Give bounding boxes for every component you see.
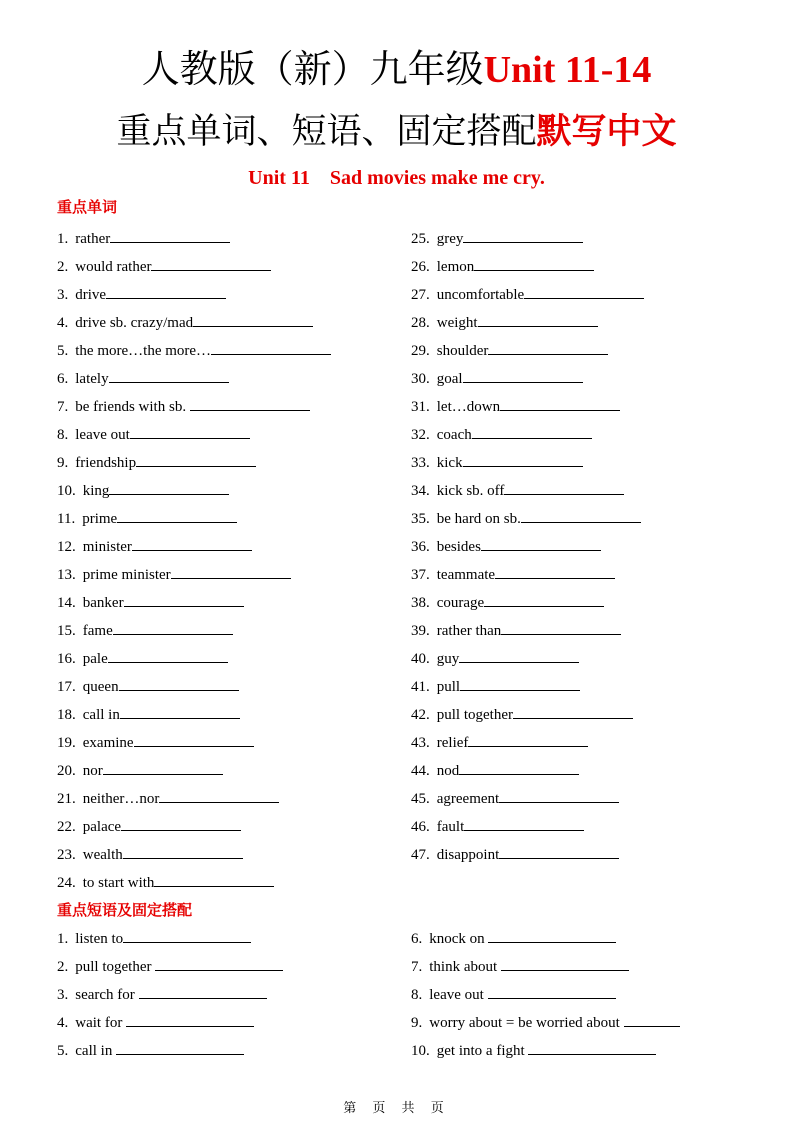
word-item-text: rather than [436, 623, 502, 639]
phrase-item [411, 984, 616, 1005]
answer-blank[interactable] [132, 536, 252, 551]
word-item-text: coach [436, 427, 472, 443]
word-item-text: kick sb. off [436, 483, 505, 499]
answer-blank[interactable] [500, 396, 620, 411]
word-item-text: lately [75, 371, 109, 387]
answer-blank[interactable] [484, 592, 604, 607]
word-item-number: 5. [57, 343, 69, 359]
answer-blank[interactable] [501, 956, 629, 971]
phrase-item-number: 9. [411, 1015, 423, 1031]
word-item [411, 676, 580, 697]
answer-blank[interactable] [193, 312, 313, 327]
word-item [57, 508, 237, 529]
word-item-text: kick [436, 455, 463, 471]
answer-blank[interactable] [109, 368, 229, 383]
word-item [411, 592, 604, 613]
word-item-number: 42. [411, 707, 430, 723]
word-item-number: 43. [411, 735, 430, 751]
answer-blank[interactable] [108, 648, 228, 663]
word-item-number: 16. [57, 651, 76, 667]
answer-blank[interactable] [103, 760, 223, 775]
word-item-text: would rather [75, 259, 152, 275]
word-item-number: 36. [411, 539, 430, 555]
answer-blank[interactable] [110, 228, 230, 243]
word-item-number: 44. [411, 763, 430, 779]
word-item-number: 3. [57, 287, 69, 303]
word-item-number: 40. [411, 651, 430, 667]
word-item-number: 47. [411, 847, 430, 863]
word-item-text: friendship [75, 455, 137, 471]
word-item-text: uncomfortable [436, 287, 525, 303]
answer-blank[interactable] [120, 704, 240, 719]
word-item-text: disappoint [436, 847, 500, 863]
word-item-number: 27. [411, 287, 430, 303]
word-item-number: 2. [57, 259, 69, 275]
answer-blank[interactable] [139, 984, 267, 999]
word-item [57, 368, 229, 389]
word-item-number: 25. [411, 231, 430, 247]
word-item-text: palace [82, 819, 122, 835]
word-item-text: rather [75, 231, 111, 247]
word-item-text: prime [82, 511, 118, 527]
word-item-number: 12. [57, 539, 76, 555]
word-item-number: 28. [411, 315, 430, 331]
answer-blank[interactable] [488, 928, 616, 943]
word-item-text: neither…nor [82, 791, 160, 807]
phrase-item [57, 1012, 254, 1033]
word-item-number: 26. [411, 259, 430, 275]
answer-blank[interactable] [474, 256, 594, 271]
answer-blank[interactable] [126, 1012, 254, 1027]
answer-blank[interactable] [472, 424, 592, 439]
phrase-item-text: wait for [75, 1015, 127, 1031]
word-item [57, 340, 331, 361]
phrase-item [411, 1040, 656, 1061]
answer-blank[interactable] [468, 732, 588, 747]
answer-blank[interactable] [460, 676, 580, 691]
phrase-item-text: worry about = be worried about [429, 1015, 624, 1031]
word-item [57, 564, 291, 585]
phrase-item [411, 928, 616, 949]
word-item [411, 564, 615, 585]
phrase-item [411, 1012, 680, 1033]
answer-blank[interactable] [113, 620, 233, 635]
answer-blank[interactable] [119, 676, 239, 691]
title-unit-range: Unit 11-14 [483, 49, 652, 91]
phrase-item-text: knock on [429, 931, 489, 947]
subtitle-prefix: 重点单词、短语、固定搭配 [116, 112, 537, 151]
word-item [411, 732, 588, 753]
title-prefix: 人教版（新）九年级 [141, 49, 484, 91]
word-item [411, 508, 641, 529]
word-item [411, 760, 579, 781]
answer-blank[interactable] [151, 256, 271, 271]
answer-blank[interactable] [521, 508, 641, 523]
word-item-number: 1. [57, 231, 69, 247]
word-item-text: grey [436, 231, 464, 247]
answer-blank[interactable] [488, 984, 616, 999]
word-item [57, 788, 279, 809]
page-footer: 第 页 共 页 [343, 1101, 450, 1116]
word-item [411, 648, 579, 669]
word-item-text: nod [436, 763, 460, 779]
answer-blank[interactable] [117, 508, 237, 523]
word-item-text: pale [82, 651, 108, 667]
word-item [57, 760, 223, 781]
word-item-text: king [82, 483, 110, 499]
word-item-number: 18. [57, 707, 76, 723]
document-subtitle [0, 108, 793, 156]
word-item-text: shoulder [436, 343, 489, 359]
word-item [411, 480, 624, 501]
word-item-number: 23. [57, 847, 76, 863]
word-item-text: minister [82, 539, 132, 555]
phrase-item [57, 928, 251, 949]
word-item-text: call in [82, 707, 120, 723]
word-item [57, 620, 233, 641]
word-item-number: 4. [57, 315, 69, 331]
word-item [411, 256, 594, 277]
word-item-number: 33. [411, 455, 430, 471]
answer-blank[interactable] [504, 480, 624, 495]
document-title [0, 44, 793, 96]
word-item-text: fame [82, 623, 113, 639]
word-item [57, 536, 252, 557]
answer-blank[interactable] [481, 536, 601, 551]
word-item-number: 21. [57, 791, 76, 807]
word-item-text: lemon [436, 259, 475, 275]
answer-blank[interactable] [123, 928, 251, 943]
word-item-text: agreement [436, 791, 500, 807]
answer-blank[interactable] [513, 704, 633, 719]
answer-blank[interactable] [624, 1012, 680, 1027]
word-item-number: 35. [411, 511, 430, 527]
word-item [57, 452, 256, 473]
phrase-item [57, 984, 267, 1005]
word-item-number: 30. [411, 371, 430, 387]
word-item-text: weight [436, 315, 478, 331]
phrase-item-text: get into a fight [436, 1043, 529, 1059]
word-item-number: 31. [411, 399, 430, 415]
phrase-item-text: listen to [75, 931, 124, 947]
answer-blank[interactable] [463, 368, 583, 383]
word-item [411, 704, 633, 725]
phrase-item-number: 2. [57, 959, 69, 975]
answer-blank[interactable] [136, 452, 256, 467]
answer-blank[interactable] [501, 620, 621, 635]
answer-blank[interactable] [524, 284, 644, 299]
word-item [411, 368, 583, 389]
answer-blank[interactable] [171, 564, 291, 579]
phrase-item [57, 1040, 244, 1061]
word-item-number: 38. [411, 595, 430, 611]
answer-blank[interactable] [499, 844, 619, 859]
word-item-text: besides [436, 539, 481, 555]
word-item-text: wealth [82, 847, 123, 863]
word-item [57, 396, 310, 417]
word-item-number: 20. [57, 763, 76, 779]
word-item-text: drive sb. crazy/mad [75, 315, 194, 331]
word-item-number: 39. [411, 623, 430, 639]
answer-blank[interactable] [123, 844, 243, 859]
word-item-number: 17. [57, 679, 76, 695]
word-item [57, 592, 244, 613]
phrase-item-number: 7. [411, 959, 423, 975]
answer-blank[interactable] [528, 1040, 656, 1055]
word-item-text: courage [436, 595, 485, 611]
answer-blank[interactable] [488, 340, 608, 355]
phrase-item-number: 8. [411, 987, 423, 1003]
word-item [57, 676, 239, 697]
word-item [411, 788, 619, 809]
word-item [411, 844, 619, 865]
answer-blank[interactable] [211, 340, 331, 355]
word-item [57, 732, 254, 753]
word-item-text: goal [436, 371, 463, 387]
word-item [57, 256, 271, 277]
word-item [57, 844, 243, 865]
word-item [57, 480, 229, 501]
word-item-text: nor [82, 763, 103, 779]
word-item [57, 704, 240, 725]
word-item-number: 14. [57, 595, 76, 611]
word-item [411, 340, 608, 361]
answer-blank[interactable] [155, 956, 283, 971]
answer-blank[interactable] [495, 564, 615, 579]
phrase-item-number: 10. [411, 1043, 430, 1059]
word-item-text: pull together [436, 707, 513, 723]
answer-blank[interactable] [134, 732, 254, 747]
answer-blank[interactable] [124, 592, 244, 607]
phrase-item [411, 956, 629, 977]
word-item [57, 284, 226, 305]
word-item-text: guy [436, 651, 460, 667]
phrase-item-text: search for [75, 987, 139, 1003]
answer-blank[interactable] [159, 788, 279, 803]
word-item [57, 872, 274, 893]
word-item-number: 46. [411, 819, 430, 835]
word-item [411, 284, 644, 305]
word-item-text: relief [436, 735, 469, 751]
word-item-text: to start with [82, 875, 155, 891]
word-item-number: 9. [57, 455, 69, 471]
answer-blank[interactable] [116, 1040, 244, 1055]
word-item-number: 13. [57, 567, 76, 583]
word-item-number: 34. [411, 483, 430, 499]
word-item-number: 19. [57, 735, 76, 751]
word-item [411, 228, 583, 249]
word-item [411, 312, 598, 333]
phrase-item [57, 956, 283, 977]
words-section-heading: 重点单词 [57, 198, 118, 216]
word-item-text: fault [436, 819, 465, 835]
answer-blank[interactable] [463, 452, 583, 467]
word-item-number: 29. [411, 343, 430, 359]
word-item-number: 45. [411, 791, 430, 807]
word-item-number: 11. [57, 511, 76, 527]
word-item [57, 228, 230, 249]
word-item [57, 424, 250, 445]
phrase-item-text: think about [429, 959, 501, 975]
word-item-number: 7. [57, 399, 69, 415]
phrase-item-number: 6. [411, 931, 423, 947]
word-item [411, 424, 592, 445]
answer-blank[interactable] [499, 788, 619, 803]
answer-blank[interactable] [459, 648, 579, 663]
word-item [411, 536, 601, 557]
word-item [57, 816, 241, 837]
phrase-item-number: 4. [57, 1015, 69, 1031]
answer-blank[interactable] [478, 312, 598, 327]
word-item-number: 15. [57, 623, 76, 639]
answer-blank[interactable] [190, 396, 310, 411]
subtitle-highlight: 默写中文 [536, 112, 677, 151]
unit-title: Unit 11 Sad movies make me cry. [248, 167, 545, 189]
word-item-text: drive [75, 287, 107, 303]
word-item-text: pull [436, 679, 461, 695]
word-item [411, 396, 620, 417]
word-item-text: be friends with sb. [75, 399, 190, 415]
word-item-text: the more…the more… [75, 343, 212, 359]
word-item [57, 312, 313, 333]
word-item-text: examine [82, 735, 134, 751]
word-item-text: let…down [436, 399, 501, 415]
answer-blank[interactable] [464, 816, 584, 831]
word-item [411, 620, 621, 641]
word-item-text: prime minister [82, 567, 171, 583]
phrase-item-number: 3. [57, 987, 69, 1003]
word-item-text: queen [82, 679, 119, 695]
word-item [411, 816, 584, 837]
answer-blank[interactable] [154, 872, 274, 887]
answer-blank[interactable] [459, 760, 579, 775]
answer-blank[interactable] [463, 228, 583, 243]
phrase-item-text: call in [75, 1043, 117, 1059]
word-item-number: 8. [57, 427, 69, 443]
word-item-number: 37. [411, 567, 430, 583]
phrase-item-number: 5. [57, 1043, 69, 1059]
word-item-text: leave out [75, 427, 130, 443]
word-item-number: 24. [57, 875, 76, 891]
answer-blank[interactable] [121, 816, 241, 831]
phrase-item-text: pull together [75, 959, 156, 975]
answer-blank[interactable] [106, 284, 226, 299]
word-item-number: 41. [411, 679, 430, 695]
answer-blank[interactable] [109, 480, 229, 495]
phrase-item-text: leave out [429, 987, 488, 1003]
word-item-text: be hard on sb. [436, 511, 521, 527]
answer-blank[interactable] [130, 424, 250, 439]
word-item-number: 22. [57, 819, 76, 835]
phrase-item-number: 1. [57, 931, 69, 947]
word-item-number: 10. [57, 483, 76, 499]
word-item-number: 6. [57, 371, 69, 387]
phrases-section-heading: 重点短语及固定搭配 [57, 901, 193, 919]
word-item [411, 452, 583, 473]
word-item-text: teammate [436, 567, 496, 583]
word-item-number: 32. [411, 427, 430, 443]
word-item [57, 648, 228, 669]
word-item-text: banker [82, 595, 124, 611]
